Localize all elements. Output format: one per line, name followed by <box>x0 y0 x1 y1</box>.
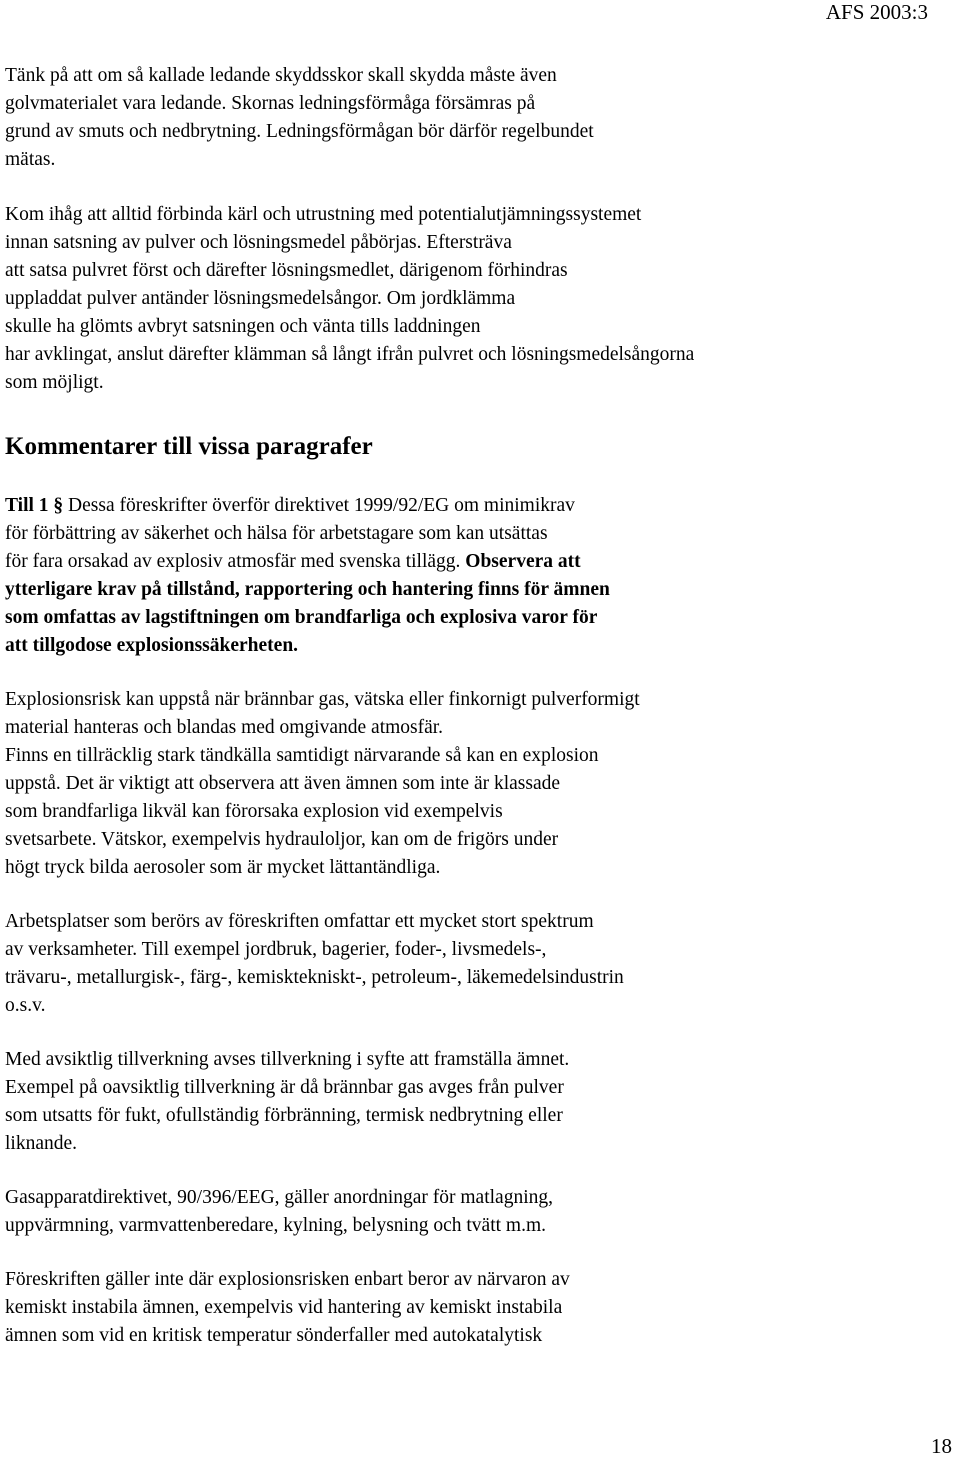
text-line: som möjligt. <box>5 372 104 393</box>
text-line: för förbättring av säkerhet och hälsa för arbetstagare som kan utsättas <box>5 523 548 544</box>
paragraph-gas-directive <box>5 1184 940 1240</box>
paragraph-grounding <box>5 201 940 397</box>
text-line: grund av smuts och nedbrytning. Ledningsförmågan bör därför regelbundet <box>5 121 594 142</box>
section-heading: Kommentarer till vissa paragrafer <box>5 433 373 460</box>
text-line: Explosionsrisk kan uppstå när brännbar gas, vätska eller finkornigt pulverformigt <box>5 689 640 710</box>
text-line: Tänk på att om så kallade ledande skyddsskor skall skydda måste även <box>5 65 557 86</box>
paragraph-section-1-comment <box>5 492 940 660</box>
text-segment: Dessa föreskrifter överför direktivet 1999/92/EG om minimikrav <box>63 495 575 516</box>
bold-note: som omfattas av lagstiftningen om brandfarliga och explosiva varor för <box>5 607 598 628</box>
text-line: o.s.v. <box>5 995 46 1016</box>
text-line: Gasapparatdirektivet, 90/396/EEG, gäller anordningar för matlagning, <box>5 1187 553 1208</box>
text-line: Exempel på oavsiktlig tillverkning är då brännbar gas avges från pulver <box>5 1077 564 1098</box>
text-line: liknande. <box>5 1133 78 1154</box>
paragraph-manufacturing <box>5 1046 940 1158</box>
page-body <box>5 62 940 1350</box>
paragraph-scope-exclusion <box>5 1266 940 1350</box>
text-line: Med avsiktlig tillverkning avses tillverkning i syfte att framställa ämnet. <box>5 1049 570 1070</box>
text-line: uppvärmning, varmvattenberedare, kylning, belysning och tvätt m.m. <box>5 1215 546 1236</box>
text-line: mätas. <box>5 149 56 170</box>
text-line: innan satsning av pulver och lösningsmedel påbörjas. Eftersträva <box>5 232 512 253</box>
text-line <box>5 492 940 520</box>
text-line: uppstå. Det är viktigt att observera att även ämnen som inte är klassade <box>5 773 561 794</box>
text-line: golvmaterialet vara ledande. Skornas ledningsförmåga försämras på <box>5 93 536 114</box>
page-number: 18 <box>931 1434 952 1458</box>
text-line <box>5 548 940 576</box>
text-line: ämnen som vid en kritisk temperatur sönderfaller med autokatalytisk <box>5 1325 543 1346</box>
text-line: kemiskt instabila ämnen, exempelvis vid hantering av kemiskt instabila <box>5 1297 563 1318</box>
paragraph-explosion-risk <box>5 686 940 882</box>
text-line: som utsatts för fukt, ofullständig förbränning, termisk nedbrytning eller <box>5 1105 563 1126</box>
text-line: Finns en tillräcklig stark tändkälla samtidigt närvarande så kan en explosion <box>5 745 599 766</box>
text-line: har avklingat, anslut därefter klämman så långt ifrån pulvret och lösningsmedelsångorna <box>5 344 695 365</box>
text-line: av verksamheter. Till exempel jordbruk, bagerier, foder-, livsmedels-, <box>5 939 547 960</box>
text-line: Föreskriften gäller inte där explosionsrisken enbart beror av närvaron av <box>5 1269 570 1290</box>
bold-note: att tillgodose explosionssäkerheten. <box>5 635 299 656</box>
paragraph-reference: Till 1 § <box>5 495 64 516</box>
text-line: Kom ihåg att alltid förbinda kärl och utrustning med potentialutjämningssystemet <box>5 204 642 225</box>
paragraph-workplaces <box>5 908 940 1020</box>
bold-note: Observera att <box>465 551 581 572</box>
document-id-header: AFS 2003:3 <box>825 0 928 24</box>
text-line: som brandfarliga likväl kan förorsaka explosion vid exempelvis <box>5 801 503 822</box>
text-segment: för fara orsakad av explosiv atmosfär med svenska tillägg. <box>5 551 466 572</box>
text-line: högt tryck bilda aerosoler som är mycket lättantändliga. <box>5 857 441 878</box>
text-line: material hanteras och blandas med omgivande atmosfär. <box>5 717 444 738</box>
text-line: svetsarbete. Vätskor, exempelvis hydrauloljor, kan om de frigörs under <box>5 829 559 850</box>
bold-note: ytterligare krav på tillstånd, rapportering och hantering finns för ämnen <box>5 579 610 600</box>
text-line: Arbetsplatser som berörs av föreskriften omfattar ett mycket stort spektrum <box>5 911 594 932</box>
paragraph-conductive-shoes <box>5 62 940 174</box>
text-line: skulle ha glömts avbryt satsningen och vänta tills laddningen <box>5 316 481 337</box>
text-line: uppladdat pulver antänder lösningsmedelsångor. Om jordklämma <box>5 288 516 309</box>
text-line: trävaru-, metallurgisk-, färg-, kemisktekniskt-, petroleum-, läkemedelsindustrin <box>5 967 624 988</box>
text-line: att satsa pulvret först och därefter lösningsmedlet, därigenom förhindras <box>5 260 568 281</box>
